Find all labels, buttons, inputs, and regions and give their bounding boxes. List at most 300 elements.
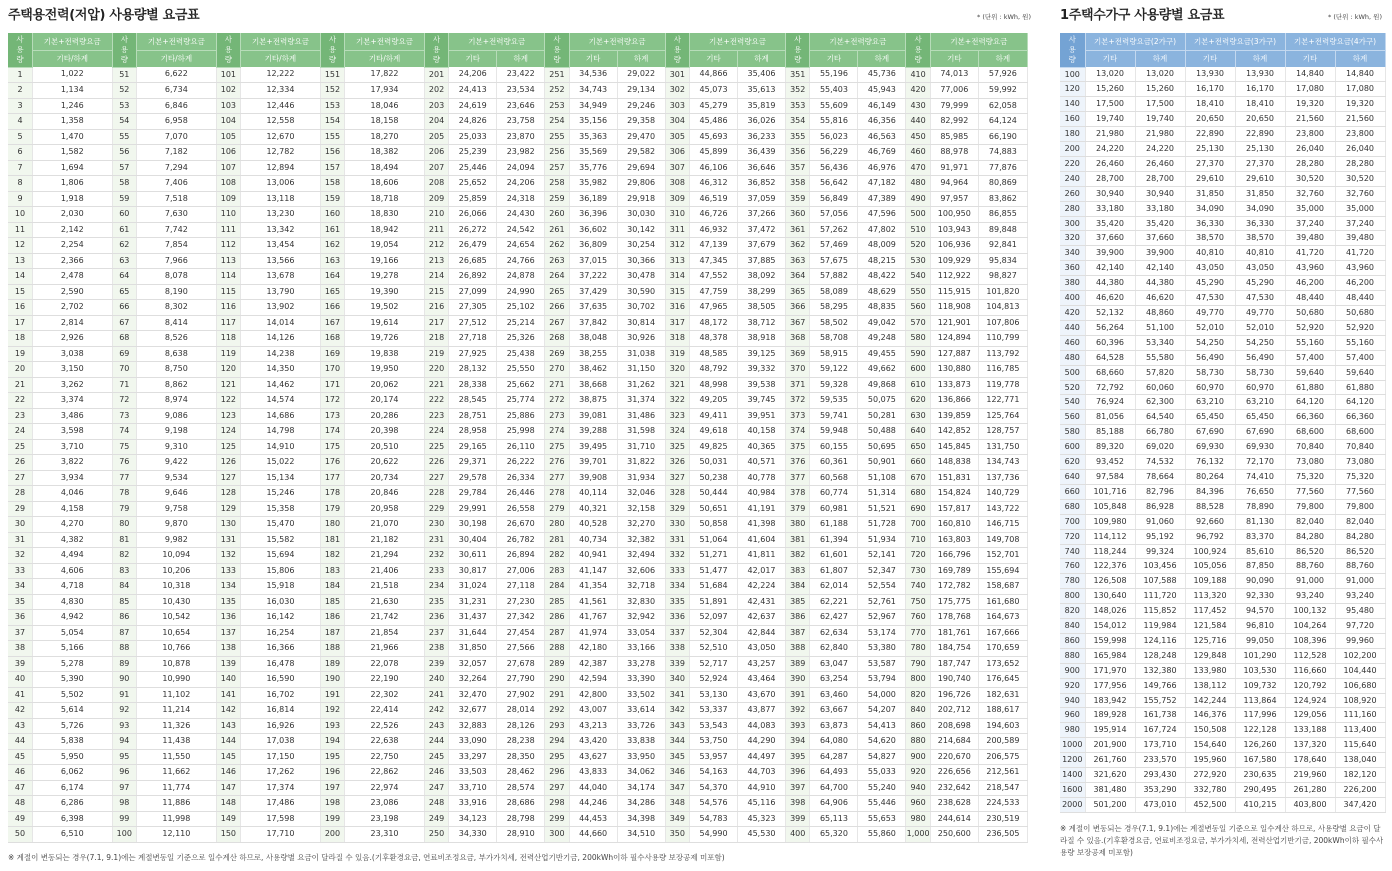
charge-other-cell: 46,932 [690, 222, 738, 238]
usage-cell: 45 [8, 749, 32, 765]
usage-cell: 840 [1060, 619, 1085, 634]
charge-cell: 13,454 [241, 238, 321, 254]
usage-cell: 24 [8, 424, 32, 440]
usage-cell: 83 [112, 563, 136, 579]
charge-other-cell: 34,330 [449, 827, 497, 843]
charge-other-cell: 214,684 [930, 734, 978, 750]
usage-cell: 204 [424, 114, 448, 130]
usage-cell: 900 [1060, 663, 1085, 678]
charge-other-cell: 85,985 [930, 129, 978, 145]
charge-other-cell: 452,500 [1185, 797, 1235, 812]
charge-cell: 1,806 [32, 176, 112, 192]
usage-cell: 300 [1060, 216, 1085, 231]
table-row [1060, 663, 1385, 678]
charge-cell: 2,030 [32, 207, 112, 223]
charge-cell: 4,830 [32, 594, 112, 610]
charge-other-cell: 28,338 [449, 377, 497, 393]
charge-cell: 9,086 [137, 408, 217, 424]
charge-other-cell: 146,376 [1185, 708, 1235, 723]
usage-cell: 73 [112, 408, 136, 424]
charge-summer-cell: 40,158 [738, 424, 786, 440]
usage-cell: 54 [112, 114, 136, 130]
charge-other-cell: 169,789 [930, 563, 978, 579]
column-header-base-energy: 기본+전력량요금 [241, 33, 321, 51]
usage-cell: 151 [320, 67, 344, 83]
charge-cell: 17,374 [241, 780, 321, 796]
charge-summer-cell: 50,075 [858, 393, 906, 409]
charge-other-cell: 40,810 [1185, 246, 1235, 261]
charge-summer-cell: 106,680 [1335, 678, 1385, 693]
charge-other-cell: 58,708 [810, 331, 858, 347]
charge-other-cell: 20,650 [1185, 112, 1235, 127]
usage-cell: 37 [8, 625, 32, 641]
usage-cell: 3 [8, 98, 32, 114]
charge-cell: 22,974 [345, 780, 425, 796]
usage-cell: 306 [665, 145, 689, 161]
table-row [1060, 768, 1385, 783]
charge-summer-cell: 122,771 [978, 393, 1027, 409]
usage-header: 사 용 량 [545, 33, 569, 67]
charge-summer-cell: 44,497 [738, 749, 786, 765]
charge-other-cell: 26,272 [449, 222, 497, 238]
charge-cell: 16,814 [241, 703, 321, 719]
charge-cell: 6,958 [137, 114, 217, 130]
charge-summer-cell: 83,862 [978, 191, 1027, 207]
charge-other-cell: 54,783 [690, 811, 738, 827]
charge-summer-cell: 57,400 [1335, 350, 1385, 365]
charge-other-cell: 15,260 [1085, 82, 1135, 97]
charge-other-cell: 32,883 [449, 718, 497, 734]
charge-other-cell: 34,743 [569, 83, 617, 99]
charge-other-cell: 37,635 [569, 300, 617, 316]
charge-other-cell: 59,741 [810, 408, 858, 424]
charge-summer-cell: 102,200 [1335, 648, 1385, 663]
charge-summer-cell: 104,440 [1335, 663, 1385, 678]
table-row [8, 532, 1028, 548]
usage-cell: 164 [320, 269, 344, 285]
charge-other-cell: 80,264 [1185, 469, 1235, 484]
usage-cell: 590 [906, 346, 930, 362]
charge-other-cell: 31,437 [449, 610, 497, 626]
table-row [1060, 395, 1385, 410]
charge-summer-cell: 34,510 [617, 827, 665, 843]
usage-cell: 106 [216, 145, 240, 161]
charge-summer-cell: 55,580 [1135, 350, 1185, 365]
charge-summer-cell: 13,930 [1235, 67, 1285, 82]
charge-summer-cell: 53,587 [858, 656, 906, 672]
charge-other-cell: 105,848 [1085, 499, 1135, 514]
charge-summer-cell: 46,976 [858, 160, 906, 176]
usage-cell: 34 [8, 579, 32, 595]
charge-other-cell: 47,139 [690, 238, 738, 254]
usage-cell: 95 [112, 749, 136, 765]
usage-cell: 276 [545, 455, 569, 471]
charge-summer-cell: 82,040 [1335, 514, 1385, 529]
charge-summer-cell: 101,290 [1235, 648, 1285, 663]
charge-summer-cell: 19,320 [1335, 97, 1385, 112]
column-header-base-energy: 기본+전력량요금 [810, 33, 906, 51]
charge-other-cell: 25,033 [449, 129, 497, 145]
charge-summer-cell: 52,141 [858, 548, 906, 564]
charge-other-cell: 24,206 [449, 67, 497, 83]
charge-other-cell: 145,845 [930, 439, 978, 455]
table-row [1060, 142, 1385, 157]
usage-cell: 190 [320, 672, 344, 688]
usage-cell: 260 [545, 207, 569, 223]
usage-cell: 760 [1060, 559, 1085, 574]
usage-cell: 320 [1060, 231, 1085, 246]
column-header-summer: 하계 [497, 51, 545, 68]
charge-other-cell: 25,130 [1185, 142, 1235, 157]
charge-summer-cell: 36,646 [738, 160, 786, 176]
usage-cell: 339 [665, 656, 689, 672]
charge-other-cell: 124,924 [1285, 693, 1335, 708]
charge-summer-cell: 236,505 [978, 827, 1027, 843]
charge-summer-cell: 113,792 [978, 346, 1027, 362]
usage-cell: 97 [112, 780, 136, 796]
charge-summer-cell: 39,480 [1335, 231, 1385, 246]
charge-summer-cell: 167,580 [1235, 753, 1285, 768]
charge-summer-cell: 25,102 [497, 300, 545, 316]
charge-other-cell: 16,170 [1185, 82, 1235, 97]
charge-cell: 17,934 [345, 83, 425, 99]
usage-cell: 152 [320, 83, 344, 99]
charge-other-cell: 63,873 [810, 718, 858, 734]
charge-summer-cell: 54,620 [858, 734, 906, 750]
charge-summer-cell: 23,422 [497, 67, 545, 83]
charge-summer-cell: 31,150 [617, 362, 665, 378]
charge-summer-cell: 67,690 [1235, 425, 1285, 440]
usage-cell: 283 [545, 563, 569, 579]
charge-other-cell: 46,106 [690, 160, 738, 176]
usage-cell: 214 [424, 269, 448, 285]
charge-summer-cell: 46,620 [1135, 291, 1185, 306]
column-header-other: 기타 [449, 51, 497, 68]
charge-other-cell: 41,354 [569, 579, 617, 595]
charge-other-cell: 62,840 [810, 641, 858, 657]
table-row [1060, 350, 1385, 365]
charge-other-cell: 63,667 [810, 703, 858, 719]
charge-summer-cell: 26,040 [1335, 142, 1385, 157]
charge-other-cell: 79,999 [930, 98, 978, 114]
charge-summer-cell: 54,413 [858, 718, 906, 734]
charge-summer-cell: 36,026 [738, 114, 786, 130]
column-header-summer: 하계 [858, 51, 906, 68]
charge-summer-cell: 98,827 [978, 269, 1027, 285]
charge-other-cell: 64,700 [810, 780, 858, 796]
charge-cell: 12,558 [241, 114, 321, 130]
charge-other-cell: 30,611 [449, 548, 497, 564]
usage-cell: 10 [8, 207, 32, 223]
usage-cell: 78 [112, 486, 136, 502]
usage-cell: 336 [665, 610, 689, 626]
charge-other-cell: 115,915 [930, 284, 978, 300]
usage-cell: 221 [424, 377, 448, 393]
charge-other-cell: 100,132 [1285, 604, 1335, 619]
charge-other-cell: 38,875 [569, 393, 617, 409]
charge-summer-cell: 46,356 [858, 114, 906, 130]
charge-summer-cell: 36,852 [738, 176, 786, 192]
charge-other-cell: 45,899 [690, 145, 738, 161]
usage-header: 사 용 량 [424, 33, 448, 67]
charge-summer-cell: 39,745 [738, 393, 786, 409]
charge-summer-cell: 44,910 [738, 780, 786, 796]
usage-cell: 600 [906, 362, 930, 378]
charge-other-cell: 93,240 [1285, 589, 1335, 604]
charge-summer-cell: 23,800 [1335, 127, 1385, 142]
table-row [8, 67, 1028, 83]
charge-summer-cell: 31,934 [617, 470, 665, 486]
charge-summer-cell: 46,200 [1335, 276, 1385, 291]
charge-other-cell: 113,320 [1185, 589, 1235, 604]
column-header-other: 기타 [1085, 51, 1135, 68]
usage-cell: 640 [1060, 469, 1085, 484]
usage-cell: 373 [785, 408, 809, 424]
usage-cell: 247 [424, 780, 448, 796]
charge-summer-cell: 107,806 [978, 315, 1027, 331]
table-row [8, 114, 1028, 130]
column-header-summer: 하계 [1335, 51, 1385, 68]
charge-cell: 3,934 [32, 470, 112, 486]
charge-summer-cell: 33,726 [617, 718, 665, 734]
charge-summer-cell: 45,116 [738, 796, 786, 812]
charge-summer-cell: 44,380 [1135, 276, 1185, 291]
usage-cell: 600 [1060, 440, 1085, 455]
charge-other-cell: 42,387 [569, 656, 617, 672]
usage-cell: 43 [8, 718, 32, 734]
charge-other-cell: 37,842 [569, 315, 617, 331]
charge-summer-cell: 32,606 [617, 563, 665, 579]
charge-other-cell: 52,304 [690, 625, 738, 641]
charge-summer-cell: 149,708 [978, 532, 1027, 548]
usage-cell: 510 [906, 222, 930, 238]
charge-cell: 3,598 [32, 424, 112, 440]
charge-cell: 15,246 [241, 486, 321, 502]
charge-other-cell: 133,188 [1285, 723, 1335, 738]
charge-summer-cell: 28,462 [497, 765, 545, 781]
charge-summer-cell: 49,662 [858, 362, 906, 378]
usage-cell: 389 [785, 656, 809, 672]
table-row [8, 160, 1028, 176]
charge-other-cell: 26,685 [449, 253, 497, 269]
charge-summer-cell: 26,222 [497, 455, 545, 471]
charge-cell: 9,310 [137, 439, 217, 455]
table-row [1060, 127, 1385, 142]
charge-summer-cell: 77,560 [1335, 484, 1385, 499]
usage-cell: 680 [1060, 499, 1085, 514]
charge-summer-cell: 86,520 [1335, 544, 1385, 559]
usage-cell: 386 [785, 610, 809, 626]
usage-cell: 360 [785, 207, 809, 223]
charge-summer-cell: 233,570 [1135, 753, 1185, 768]
usage-cell: 26 [8, 455, 32, 471]
charge-other-cell: 122,376 [1085, 559, 1135, 574]
usage-cell: 391 [785, 687, 809, 703]
charge-summer-cell: 128,757 [978, 424, 1027, 440]
usage-cell: 291 [545, 687, 569, 703]
charge-summer-cell: 28,574 [497, 780, 545, 796]
charge-summer-cell: 14,840 [1335, 67, 1385, 82]
left-table-title: 주택용전력(저압) 사용량별 요금표 [8, 8, 200, 23]
usage-cell: 145 [216, 749, 240, 765]
usage-cell: 53 [112, 98, 136, 114]
charge-cell: 7,182 [137, 145, 217, 161]
usage-cell: 186 [320, 610, 344, 626]
charge-other-cell: 64,080 [810, 734, 858, 750]
usage-cell: 193 [320, 718, 344, 734]
charge-other-cell: 37,429 [569, 284, 617, 300]
charge-other-cell: 13,020 [1085, 67, 1135, 82]
charge-summer-cell: 24,654 [497, 238, 545, 254]
usage-cell: 99 [112, 811, 136, 827]
charge-other-cell: 50,651 [690, 501, 738, 517]
charge-summer-cell: 91,000 [1335, 574, 1385, 589]
charge-other-cell: 116,660 [1285, 663, 1335, 678]
usage-cell: 107 [216, 160, 240, 176]
table-row [1060, 589, 1385, 604]
charge-other-cell: 151,831 [930, 470, 978, 486]
usage-cell: 65 [112, 284, 136, 300]
charge-summer-cell: 38,299 [738, 284, 786, 300]
charge-summer-cell: 293,430 [1135, 768, 1185, 783]
column-header-3-household: 기본+전력량요금(3가구) [1185, 33, 1285, 51]
usage-cell: 171 [320, 377, 344, 393]
usage-cell: 246 [424, 765, 448, 781]
charge-other-cell: 27,305 [449, 300, 497, 316]
charge-cell: 10,542 [137, 610, 217, 626]
usage-cell: 269 [545, 346, 569, 362]
charge-other-cell: 45,073 [690, 83, 738, 99]
table-row [1060, 514, 1385, 529]
charge-summer-cell: 230,519 [978, 811, 1027, 827]
charge-cell: 17,710 [241, 827, 321, 843]
charge-summer-cell: 48,440 [1335, 291, 1385, 306]
charge-other-cell: 63,460 [810, 687, 858, 703]
charge-cell: 14,910 [241, 439, 321, 455]
charge-summer-cell: 226,200 [1335, 783, 1385, 798]
charge-other-cell: 47,759 [690, 284, 738, 300]
charge-other-cell: 44,866 [690, 67, 738, 83]
charge-summer-cell: 473,010 [1135, 797, 1185, 812]
charge-summer-cell: 92,841 [978, 238, 1027, 254]
usage-cell: 780 [1060, 574, 1085, 589]
charge-other-cell: 154,012 [1085, 619, 1135, 634]
usage-cell: 348 [665, 796, 689, 812]
usage-cell: 253 [545, 98, 569, 114]
usage-cell: 138 [216, 641, 240, 657]
usage-cell: 127 [216, 470, 240, 486]
charge-summer-cell: 31,822 [617, 455, 665, 471]
usage-cell: 730 [906, 563, 930, 579]
charge-other-cell: 47,552 [690, 269, 738, 285]
charge-summer-cell: 99,050 [1235, 633, 1285, 648]
charge-summer-cell: 38,570 [1235, 231, 1285, 246]
charge-cell: 22,190 [345, 672, 425, 688]
charge-summer-cell: 27,230 [497, 594, 545, 610]
table-row [8, 424, 1028, 440]
charge-other-cell: 56,264 [1085, 320, 1135, 335]
table-row [1060, 753, 1385, 768]
charge-cell: 22,638 [345, 734, 425, 750]
usage-cell: 109 [216, 191, 240, 207]
column-header-other: 기타 [569, 51, 617, 68]
charge-cell: 4,494 [32, 548, 112, 564]
usage-cell: 700 [1060, 514, 1085, 529]
charge-other-cell: 57,675 [810, 253, 858, 269]
charge-summer-cell: 30,926 [617, 331, 665, 347]
charge-summer-cell: 31,710 [617, 439, 665, 455]
charge-other-cell: 220,670 [930, 749, 978, 765]
charge-other-cell: 64,493 [810, 765, 858, 781]
usage-cell: 321 [665, 377, 689, 393]
charge-cell: 11,774 [137, 780, 217, 796]
column-header-summer: 하계 [617, 51, 665, 68]
usage-cell: 272 [545, 393, 569, 409]
usage-cell: 268 [545, 331, 569, 347]
charge-other-cell: 13,930 [1185, 67, 1235, 82]
usage-cell: 110 [216, 207, 240, 223]
charge-summer-cell: 52,920 [1335, 320, 1385, 335]
usage-cell: 117 [216, 315, 240, 331]
charge-other-cell: 97,584 [1085, 469, 1135, 484]
charge-summer-cell: 16,170 [1235, 82, 1285, 97]
charge-other-cell: 40,528 [569, 517, 617, 533]
charge-other-cell: 133,873 [930, 377, 978, 393]
charge-summer-cell: 33,390 [617, 672, 665, 688]
usage-cell: 187 [320, 625, 344, 641]
charge-other-cell: 43,007 [569, 703, 617, 719]
charge-summer-cell: 25,438 [497, 346, 545, 362]
charge-summer-cell: 164,673 [978, 610, 1027, 626]
charge-other-cell: 21,560 [1285, 112, 1335, 127]
usage-cell: 980 [1060, 723, 1085, 738]
usage-cell: 176 [320, 455, 344, 471]
charge-summer-cell: 55,033 [858, 765, 906, 781]
charge-other-cell: 44,246 [569, 796, 617, 812]
charge-cell: 10,766 [137, 641, 217, 657]
usage-cell: 194 [320, 734, 344, 750]
usage-cell: 133 [216, 563, 240, 579]
charge-summer-cell: 64,540 [1135, 410, 1185, 425]
usage-cell: 332 [665, 548, 689, 564]
charge-summer-cell: 45,323 [738, 811, 786, 827]
usage-cell: 261 [545, 222, 569, 238]
charge-summer-cell: 69,930 [1235, 440, 1285, 455]
charge-other-cell: 130,880 [930, 362, 978, 378]
usage-cell: 94 [112, 734, 136, 750]
usage-cell: 56 [112, 145, 136, 161]
usage-cell: 77 [112, 470, 136, 486]
usage-cell: 610 [906, 377, 930, 393]
charge-other-cell: 27,718 [449, 331, 497, 347]
usage-cell: 42 [8, 703, 32, 719]
usage-cell: 710 [906, 532, 930, 548]
charge-summer-cell: 27,454 [497, 625, 545, 641]
charge-other-cell: 109,188 [1185, 574, 1235, 589]
charge-summer-cell: 31,486 [617, 408, 665, 424]
usage-cell: 87 [112, 625, 136, 641]
charge-other-cell: 28,958 [449, 424, 497, 440]
charge-summer-cell: 80,869 [978, 176, 1027, 192]
usage-cell: 312 [665, 238, 689, 254]
charge-cell: 19,726 [345, 331, 425, 347]
charge-other-cell: 321,620 [1085, 768, 1135, 783]
table-row [1060, 455, 1385, 470]
charge-cell: 13,790 [241, 284, 321, 300]
usage-cell: 1 [8, 67, 32, 83]
usage-cell: 351 [785, 67, 809, 83]
usage-cell: 820 [906, 687, 930, 703]
